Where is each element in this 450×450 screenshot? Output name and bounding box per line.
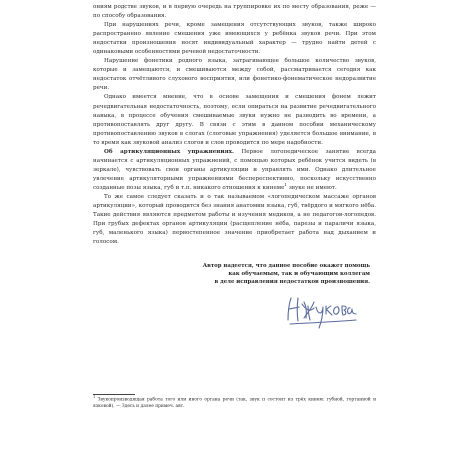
footnote-divider — [93, 394, 135, 395]
paragraph: Однако имеется мнение, что в основе замещения и смешения фонем лежит речедвигательная недостаточность, поэтому, если опираться на развитие речедвигательного навыка, в процессе обучения смешиваемые звуки нужно не разводить во времени, а противопоставлять друг другу. В связи с этим в данном пособии механическому противопоставлению звуков в слогах (слоговые упражнения) уделяется большое внимание, в то время как звуковой анализ слогов и слов проводится по мере надобности. — [93, 94, 376, 146]
footnote-mark: 1 — [93, 395, 96, 399]
footnote-reference: 1 — [284, 182, 287, 188]
closing-line: в деле исправления недостатков произношения. — [214, 279, 370, 286]
footnote-text: Звукопроизводящая работа того или иного органа речи (так, звук п состоит из трёх кинем: губной, гортанной и язковой). — Здесь и далее примеч. авт. — [93, 397, 376, 409]
paragraph-tail: звуке не имеют. — [286, 184, 337, 191]
closing-line: Автор надеется, что данное пособие окажет помощь — [202, 263, 370, 269]
paragraph-lead: Об артикуляционных упражнениях. — [104, 148, 234, 155]
author-signature — [282, 294, 362, 336]
closing-note — [150, 262, 370, 287]
footnote — [93, 397, 376, 410]
closing-line: как обучаемым, так и обучающим коллегам — [228, 271, 370, 278]
paragraph: Нарушение фонетики родного языка, затрагивающее большое количество звуков, которые и замещаются, и смешиваются между собой, рассматривается сегодня как недостаток отчётливого слухового восприятия, или фонетико-фонематическое недоразвитие речи. — [93, 58, 376, 92]
paragraph: ониям родстве звуков, и в первую очередь на группировке их по месту образования, реже — по способу образования. — [93, 4, 376, 20]
body-text — [93, 3, 376, 247]
paragraph: То же самое следует сказать и о так называемом «логопедическом массаже органов артикуляции», который проводится без знания анатомии языка, губ, твёрдого и мягкого нёба. Такие действия являются предметом работы и изучения медиков, а не педагогов-логопедов. При грубых дефектах органов артикуляции (расщепление нёба, парезы и параличи языка, губ, маленького языка) первостепенное значение приобретает работа над дыханием и голосом. — [93, 193, 376, 246]
paragraph: При нарушениях речи, кроме замещения отсутствующих звуков, также широко распространено явление смешения уже имеющихся у ребёнка звуков речи. При этом недостатки произношения носят индивидуальный характер — трудно найти детей с одинаковыми особенностями речевой недостаточности. — [93, 22, 376, 56]
paragraph-body: Первое логопедическое занятие всегда начинается с артикуляционных упражнений, с помощью которых ребёнок учится видеть (в зеркале), чувствовать свои органы артикуляции и управлять ими. Однако длительное увлечение артикуляторными упражнениями беспереспективно, поскольку искусственно созданные позы языка, губ и т.п. никакого отношения к кинеме — [93, 148, 376, 191]
paragraph-articulation — [93, 148, 376, 193]
